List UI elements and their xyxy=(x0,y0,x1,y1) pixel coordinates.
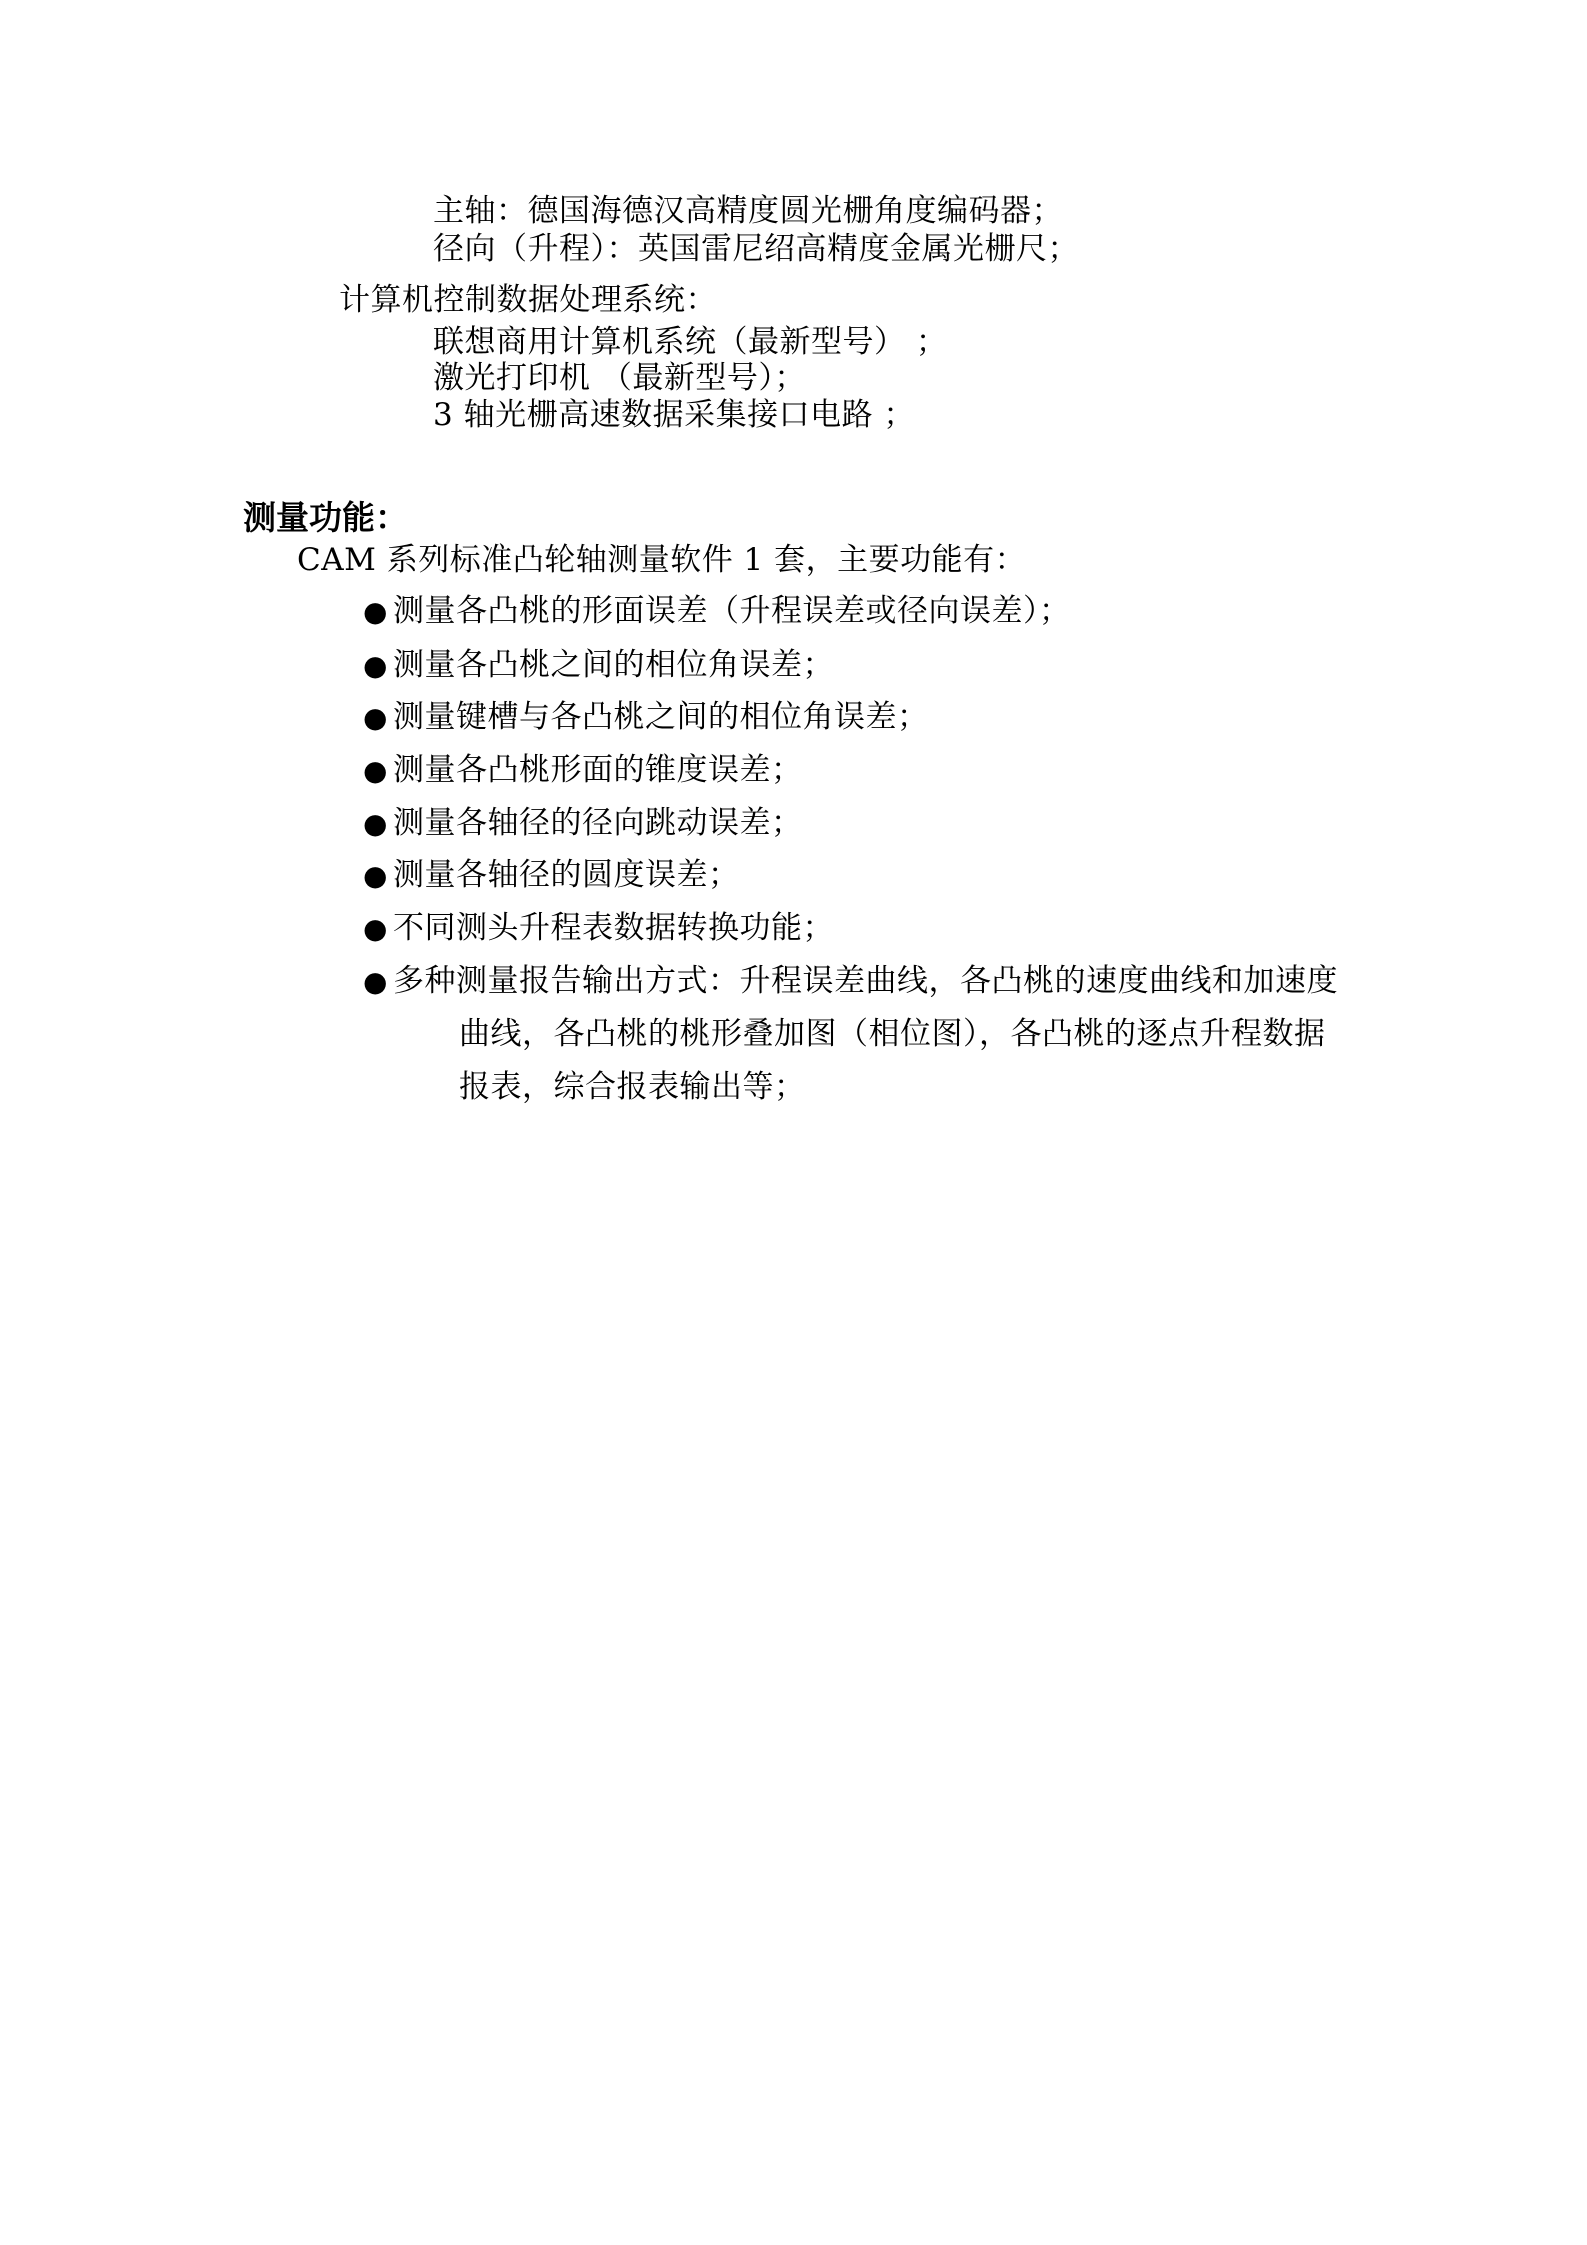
bullet-icon: ● xyxy=(363,595,388,628)
feature-list-item xyxy=(363,803,803,844)
software-intro-line: CAM 系列标准凸轮轴测量软件 1 套，主要功能有： xyxy=(297,542,1027,578)
feature-continuation-line: 曲线，各凸桃的桃形叠加图（相位图），各凸桃的逐点升程数据 xyxy=(459,1016,1326,1052)
feature-list-item xyxy=(363,908,834,949)
feature-text: 测量各凸桃之间的相位角误差； xyxy=(393,647,834,683)
bullet-icon: ● xyxy=(363,807,388,840)
feature-text: 测量各凸桃的形面误差（升程误差或径向误差）； xyxy=(393,593,1071,629)
bullet-icon: ● xyxy=(363,649,388,682)
feature-list-item xyxy=(363,591,1071,632)
spindle-encoder-line: 主轴：德国海德汉高精度圆光栅角度编码器； xyxy=(433,193,1063,229)
radial-scale-line: 径向（升程）：英国雷尼绍高精度金属光栅尺； xyxy=(433,231,1079,267)
control-system-item: 激光打印机 （最新型号）； xyxy=(433,360,806,396)
feature-text: 测量各轴径的圆度误差； xyxy=(393,857,740,893)
feature-list-item xyxy=(363,697,929,738)
bullet-icon: ● xyxy=(363,965,388,998)
bullet-icon: ● xyxy=(363,701,388,734)
control-system-item: 3 轴光栅高速数据采集接口电路 ； xyxy=(433,397,915,433)
feature-text: 多种测量报告输出方式：升程误差曲线，各凸桃的速度曲线和加速度 xyxy=(393,963,1338,999)
feature-text: 测量键槽与各凸桃之间的相位角误差； xyxy=(393,699,929,735)
feature-text: 不同测头升程表数据转换功能； xyxy=(393,910,834,946)
feature-text: 测量各凸桃形面的锥度误差； xyxy=(393,752,803,788)
bullet-icon: ● xyxy=(363,754,388,787)
bullet-icon: ● xyxy=(363,912,388,945)
feature-list-item xyxy=(363,750,803,791)
section-title: 测量功能： xyxy=(243,498,408,537)
feature-text: 测量各轴径的径向跳动误差； xyxy=(393,805,803,841)
feature-list-item xyxy=(363,855,740,896)
bullet-icon: ● xyxy=(363,859,388,892)
feature-continuation-line: 报表，综合报表输出等； xyxy=(459,1069,806,1105)
feature-list-item xyxy=(363,645,834,686)
feature-list-item xyxy=(363,961,1338,1002)
control-system-item: 联想商用计算机系统（最新型号） ； xyxy=(433,324,948,360)
control-system-heading: 计算机控制数据处理系统： xyxy=(339,282,717,318)
